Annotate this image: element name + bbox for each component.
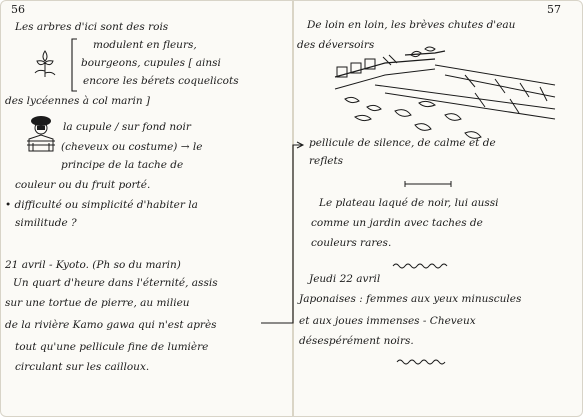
handwritten-line: Le plateau laqué de noir, lui aussi <box>319 197 499 209</box>
handwritten-line: de la rivière Kamo gawa qui n'est après <box>5 319 217 331</box>
handwritten-line: Japonaises : femmes aux yeux minuscules <box>299 293 522 305</box>
handwritten-line: 21 avril - Kyoto. (Ph so du marin) <box>5 259 181 271</box>
handwritten-line: comme un jardin avec taches de <box>311 217 483 229</box>
handwritten-line: Jeudi 22 avril <box>309 273 381 285</box>
squiggle-divider <box>395 357 451 367</box>
handwritten-line: sur une tortue de pierre, au milieu <box>5 297 190 309</box>
handwritten-line: tout qu'une pellicule fine de lumière <box>15 341 209 353</box>
handwritten-line: modulent en fleurs, <box>93 39 197 51</box>
student-beret-sketch <box>19 109 63 157</box>
handwritten-line: des déversoirs <box>297 39 375 51</box>
handwritten-line: reflets <box>309 155 344 167</box>
handwritten-line: couleurs rares. <box>311 237 392 249</box>
handwritten-line: • difficulté ou simplicité d'habiter la <box>5 199 198 211</box>
squiggle-divider <box>391 261 451 271</box>
handwritten-line: des lycéennes à col marin ] <box>5 95 151 107</box>
handwritten-line: encore les bérets coquelicots <box>83 75 239 87</box>
handwritten-line: De loin en loin, les brèves chutes d'eau <box>307 19 516 31</box>
right-page <box>295 1 583 417</box>
left-page <box>1 1 291 417</box>
flower-sketch <box>27 47 63 83</box>
handwritten-line: principe de la tache de <box>61 159 184 171</box>
page-number: 57 <box>547 3 561 16</box>
handwritten-line: similitude ? <box>15 217 77 229</box>
handwritten-line: désespérément noirs. <box>299 335 414 347</box>
dimension-marker <box>403 179 453 189</box>
handwritten-line: (cheveux ou costume) → le <box>61 141 203 153</box>
page-number: 56 <box>11 3 25 16</box>
handwritten-line: couleur ou du fruit porté. <box>15 179 151 191</box>
handwritten-line: bourgeons, cupules [ ainsi <box>81 57 221 69</box>
weir-waterfall-sketch <box>315 45 565 145</box>
handwritten-line: la cupule / sur fond noir <box>63 121 191 133</box>
handwritten-line: et aux joues immenses - Cheveux <box>299 315 476 327</box>
handwritten-line: Les arbres d'ici sont des rois <box>15 21 169 33</box>
bracket-mark <box>69 37 79 93</box>
handwritten-line: Un quart d'heure dans l'éternité, assis <box>13 277 218 289</box>
handwritten-line: circulant sur les cailloux. <box>15 361 150 373</box>
handwritten-line: pellicule de silence, de calme et de <box>309 137 496 149</box>
